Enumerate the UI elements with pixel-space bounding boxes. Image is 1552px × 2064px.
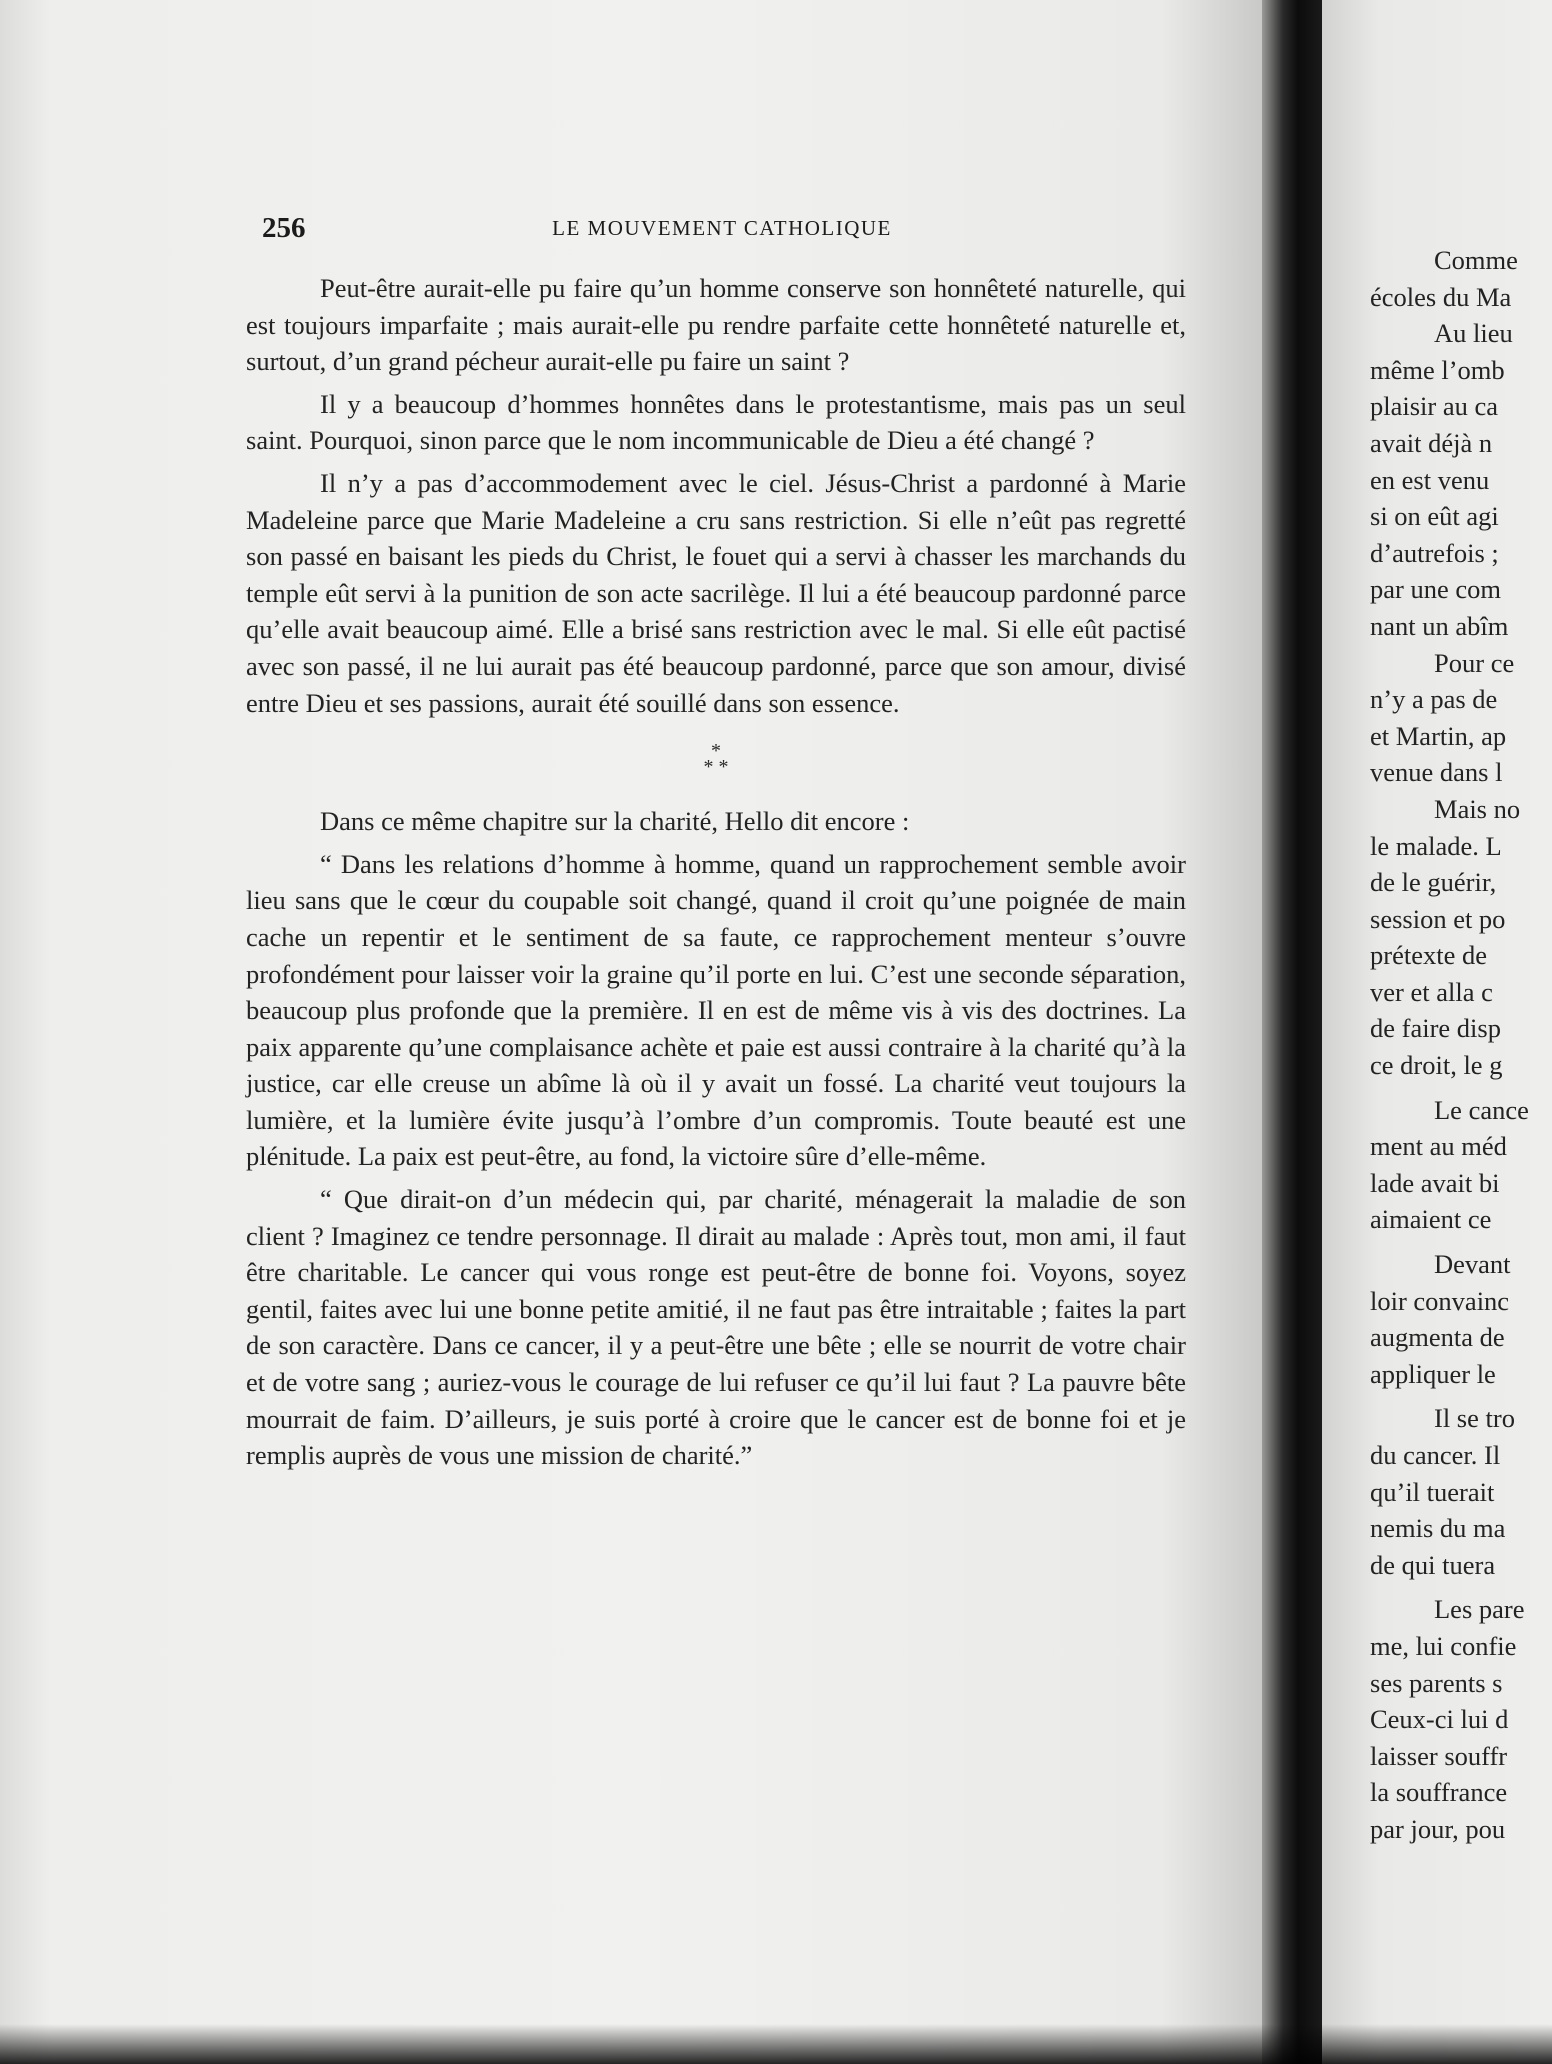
text-line: prétexte de	[1370, 940, 1487, 971]
page-header	[262, 212, 1182, 252]
text-line: nemis du ma	[1370, 1513, 1506, 1544]
text-line: plaisir au ca	[1370, 391, 1499, 422]
text-line: Au lieu	[1434, 318, 1513, 349]
text-line: Devant	[1434, 1249, 1511, 1280]
text-line: de faire disp	[1370, 1013, 1501, 1044]
paragraph: “ Dans les relations d’homme à homme, quand un rapprochement semble avoir lieu sans que le cœur du coupable soit changé, quand il croit qu’une poignée de main cache un repentir et le sentiment de sa faute, ce rapprochement menteur s’ouvre profondément pour laisser voir la graine qu’il porte en lui. C’est une seconde séparation, beaucoup plus profonde que la première. Il en est de même vis à vis des doctrines. La paix apparente qu’une complaisance achète et paie est aussi contraire à la charité qu’à la justice, car elle creuse un abîme là où il y avait un fossé. La charité veut toujours la lumière, et la lumière évite jusqu’à l’ombre d’un compromis. Toute beauté est une plénitude. La paix est peut-être, au fond, la victoire sûre d’elle-même.	[246, 848, 1186, 1172]
text-line: en est venu	[1370, 464, 1490, 495]
main-text	[246, 270, 1186, 1480]
text-line: loir convainc	[1370, 1285, 1510, 1316]
text-line: ment au méd	[1370, 1131, 1507, 1162]
section-break-asterism	[246, 740, 1186, 779]
text-line: par une com	[1370, 574, 1501, 605]
text-line: de qui tuera	[1370, 1549, 1496, 1580]
text-line: Mais no	[1434, 793, 1521, 824]
text-line: appliquer le	[1370, 1358, 1496, 1389]
book-binding-gutter	[1262, 0, 1322, 2064]
text-line: d’autrefois ;	[1370, 537, 1499, 568]
text-line: laisser souffr	[1370, 1740, 1508, 1771]
text-line: et Martin, ap	[1370, 720, 1507, 751]
text-line: si on eût agi	[1370, 501, 1499, 532]
paragraph: “ Que dirait-on d’un médecin qui, par charité, ménagerait la maladie de son client ? Imaginez ce tendre personnage. Il dirait au malade : Après tout, mon ami, il faut être charitable. Le cancer qui vous ronge est peut-être de bonne foi. Voyons, soyez gentil, faites avec lui une bonne petite amitié, il ne faut pas être intraitable ; faites la part de son caractère. Dans ce cancer, il y a peut-être une bête ; elle se nourrit de votre chair et de votre sang ; auriez-vous le courage de lui refuser ce qu’il lui faut ? La pauvre bête mourrait de faim. D’ailleurs, je suis porté à croire que le cancer est de bonne foi et je remplis auprès de vous une mission de charité.”	[246, 1184, 1186, 1471]
text-line: du cancer. Il	[1370, 1440, 1501, 1470]
text-line: écoles du Ma	[1370, 281, 1512, 312]
text-line: session et po	[1370, 903, 1506, 934]
text-line: le malade. L	[1370, 830, 1502, 861]
asterism-top: *	[711, 740, 721, 763]
running-head: LE MOUVEMENT CATHOLIQUE	[552, 216, 892, 240]
text-line: aimaient ce	[1370, 1204, 1492, 1235]
page-number: 256	[262, 212, 306, 244]
text-line: de le guérir,	[1370, 867, 1497, 898]
text-line: par jour, pou	[1370, 1813, 1506, 1844]
text-line: ce droit, le g	[1370, 1050, 1503, 1081]
text-line: Les pare	[1434, 1594, 1525, 1625]
text-line: Pour ce	[1434, 647, 1515, 678]
text-line: ver et alla c	[1370, 976, 1493, 1007]
paragraph: Dans ce même chapitre sur la charité, Hello dit encore :	[320, 806, 910, 837]
text-line: me, lui confie	[1370, 1630, 1517, 1661]
text-line: Le cance	[1434, 1094, 1529, 1125]
text-line: qu’il tuerait	[1370, 1476, 1495, 1507]
text-line: Comme	[1434, 245, 1518, 275]
paragraph: Il y a beaucoup d’hommes honnêtes dans le protestantisme, mais pas un seul saint. Pourquoi, sinon parce que le nom incommunicable de Dieu a été changé ?	[246, 388, 1186, 456]
text-line: n’y a pas de	[1370, 684, 1498, 715]
text-line: même l’omb	[1370, 354, 1505, 385]
text-line: nant un abîm	[1370, 610, 1509, 641]
text-line: lade avait bi	[1370, 1167, 1500, 1198]
text-line: venue dans l	[1370, 757, 1503, 788]
text-line: ses parents s	[1370, 1667, 1503, 1698]
scan-bottom-shadow	[0, 2024, 1552, 2064]
right-page-lines	[1370, 242, 1552, 1848]
text-line: Ceux-ci lui d	[1370, 1704, 1509, 1735]
paragraph: Peut-être aurait-elle pu faire qu’un homme conserve son honnêteté naturelle, qui est toujours imparfaite ; mais aurait-elle pu rendre parfaite cette honnêteté naturelle et, surtout, d’un grand pécheur aurait-elle pu faire un saint ?	[246, 273, 1186, 377]
text-line: avait déjà n	[1370, 427, 1493, 458]
asterism-bottom: * *	[703, 756, 729, 779]
text-line: Il se tro	[1434, 1403, 1515, 1434]
text-line: augmenta de	[1370, 1322, 1505, 1353]
text-line: la souffrance	[1370, 1777, 1508, 1808]
right-page-fragment	[1322, 0, 1552, 2064]
paragraph: Il n’y a pas d’accommodement avec le ciel. Jésus-Christ a pardonné à Marie Madeleine parce que Marie Madeleine a cru sans restriction. Si elle n’eût pas regretté son passé en baisant les pieds du Christ, le fouet qui a servi à chasser les marchands du temple eût servi à la punition de son acte sacrilège. Il lui a été beaucoup pardonné parce qu’elle avait beaucoup aimé. Elle a brisé sans restriction avec le mal. Si elle eût pactisé avec son passé, il ne lui aurait pas été beaucoup pardonné, parce que son amour, divisé entre Dieu et ses passions, aurait été souillé dans son essence.	[246, 467, 1186, 718]
